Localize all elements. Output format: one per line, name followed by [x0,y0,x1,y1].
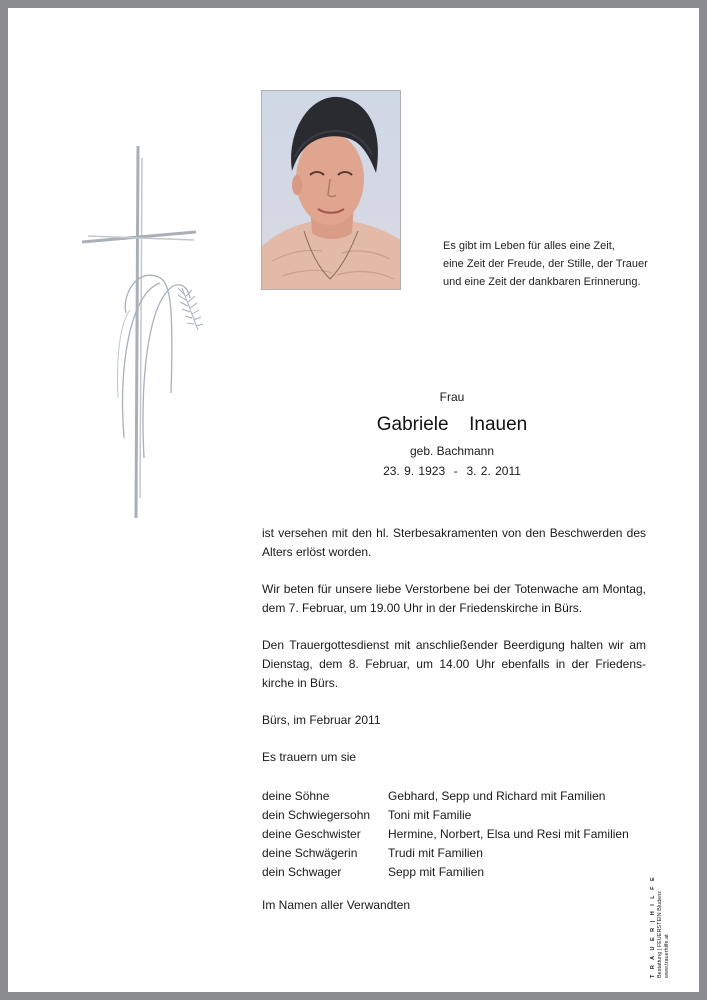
place-date: Bürs, im Februar 2011 [262,713,381,727]
mourner-row [262,787,629,806]
wake-paragraph: Wir beten für unsere liebe Verstorbene bei der Totenwache am Montag, dem 7. Februar, um 19.00 Uhr in der Friedenskirche in Bürs. [262,582,646,615]
mourner-names: Toni mit Familie [388,808,472,822]
funeral-paragraph: Den Trauergottesdienst mit anschließender Beerdigung halten wir am Dienstag, dem 8. Februar, um 14.00 Uhr ebenfalls in der Friedens-kirche in Bürs. [262,638,646,690]
brand-line: Bestattung | FEUERSTEIN Bludenz [657,890,663,978]
closing-line: Im Namen aller Verwandten [262,898,411,912]
mourner-row [262,863,629,882]
verse-line: und eine Zeit der dankbaren Erinnerung. [443,276,641,288]
salutation: Frau [439,390,465,404]
announcement-paragraph: ist versehen mit den hl. Sterbesakramenten von den Beschwerden des Alters erlöst worden. [262,526,646,559]
mourner-names: Sepp mit Familien [388,865,485,879]
verse-line: eine Zeit der Freude, der Stille, der Trauer [443,258,648,270]
mourner-names: Trudi mit Familien [388,846,483,860]
portrait-photo [261,90,401,290]
mourners-intro: Es trauern um sie [262,750,357,764]
mourner-relation: deine Geschwister [262,827,361,841]
cross-with-wheat-icon [78,138,218,528]
life-dates: 23. 9. 1923 - 3. 2. 2011 [383,464,521,478]
mourner-relation: dein Schwager [262,865,342,879]
mourner-row [262,825,629,844]
mourner-row [262,844,629,863]
mourners-list [262,787,629,882]
funeral-home-brand [650,875,671,978]
maiden-name: geb. Bachmann [409,444,495,458]
deceased-name: Gabriele Inauen [376,414,528,435]
brand-line: www.trauerhilfe.at [664,934,670,978]
memorial-verse [443,237,648,291]
mourner-relation: dein Schwiegersohn [262,808,371,822]
announcement-text [262,524,646,785]
mourner-names: Hermine, Norbert, Elsa und Resi mit Familien [388,827,629,841]
mourner-row [262,806,629,825]
brand-line: T R A U E R | H I L F E [650,875,656,978]
mourner-relation: deine Söhne [262,789,330,803]
mourner-relation: deine Schwägerin [262,846,358,860]
verse-line: Es gibt im Leben für alles eine Zeit, [443,240,615,252]
mourner-names: Gebhard, Sepp und Richard mit Familien [388,789,606,803]
